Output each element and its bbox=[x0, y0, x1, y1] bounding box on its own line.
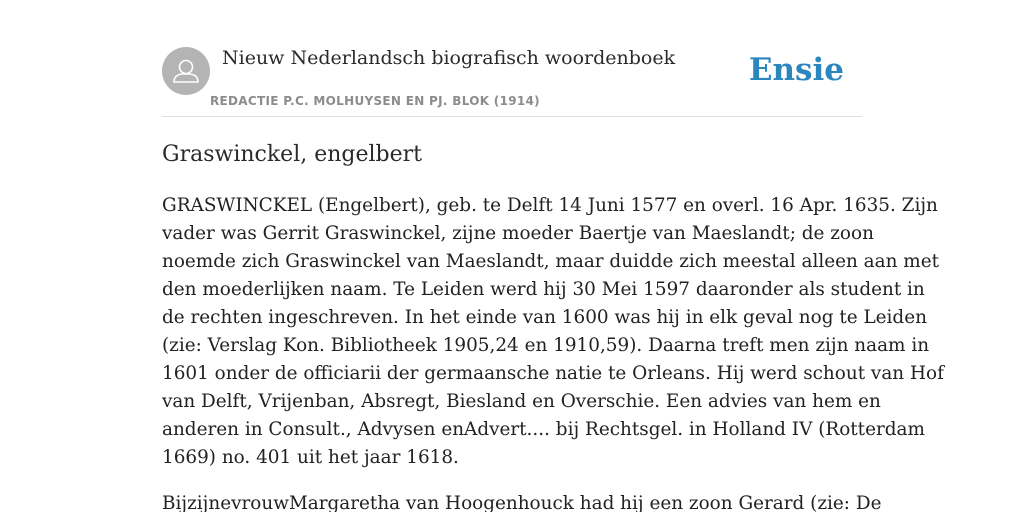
ensie-logo[interactable]: Ensie bbox=[748, 52, 844, 88]
text-line: 1601 onder de officiarii der germaansche natie te Orleans. Hij werd schout van Hof bbox=[162, 363, 944, 384]
text-line: (zie: Verslag Kon. Bibliotheek 1905,24 en 1910,59). Daarna treft men zijn naam in bbox=[162, 335, 930, 356]
text-line: anderen in Consult., Advysen enAdvert.... bij Rechtsgel. in Holland IV (Rotterdam bbox=[162, 419, 925, 440]
text-line: GRASWINCKEL (Engelbert), geb. te Delft 14 Juni 1577 en overl. 16 Apr. 1635. Zijn bbox=[162, 195, 938, 216]
user-icon[interactable] bbox=[162, 47, 210, 95]
entry-title: Graswinckel, engelbert bbox=[162, 142, 423, 167]
user-icon-svg bbox=[162, 47, 210, 95]
header bbox=[162, 0, 862, 117]
text-line: 1669) no. 401 uit het jaar 1618. bbox=[162, 447, 459, 468]
text-line: den moederlijken naam. Te Leiden werd hij 30 Mei 1597 daaronder als student in bbox=[162, 279, 925, 300]
text-line: van Delft, Vrijenban, Absregt, Biesland en Overschie. Een advies van hem en bbox=[162, 391, 881, 412]
entry-paragraph bbox=[162, 490, 882, 512]
text-line: vader was Gerrit Graswinckel, zijne moeder Baertje van Maeslandt; de zoon bbox=[162, 223, 874, 244]
page bbox=[162, 0, 944, 512]
entry-paragraph bbox=[162, 192, 944, 472]
book-title[interactable]: Nieuw Nederlandsch biografisch woordenboek bbox=[222, 47, 676, 69]
entry-body bbox=[162, 192, 944, 512]
text-line: de rechten ingeschreven. In het einde van 1600 was hij in elk geval nog te Leiden bbox=[162, 307, 927, 328]
book-subtitle: REDACTIE P.C. MOLHUYSEN EN PJ. BLOK (1914) bbox=[210, 94, 540, 108]
text-line: noemde zich Graswinckel van Maeslandt, maar duidde zich meestal alleen aan met bbox=[162, 251, 939, 272]
text-line: BijzijnevrouwMargaretha van Hoogenhouck had hij een zoon Gerard (zie: De bbox=[162, 493, 882, 512]
